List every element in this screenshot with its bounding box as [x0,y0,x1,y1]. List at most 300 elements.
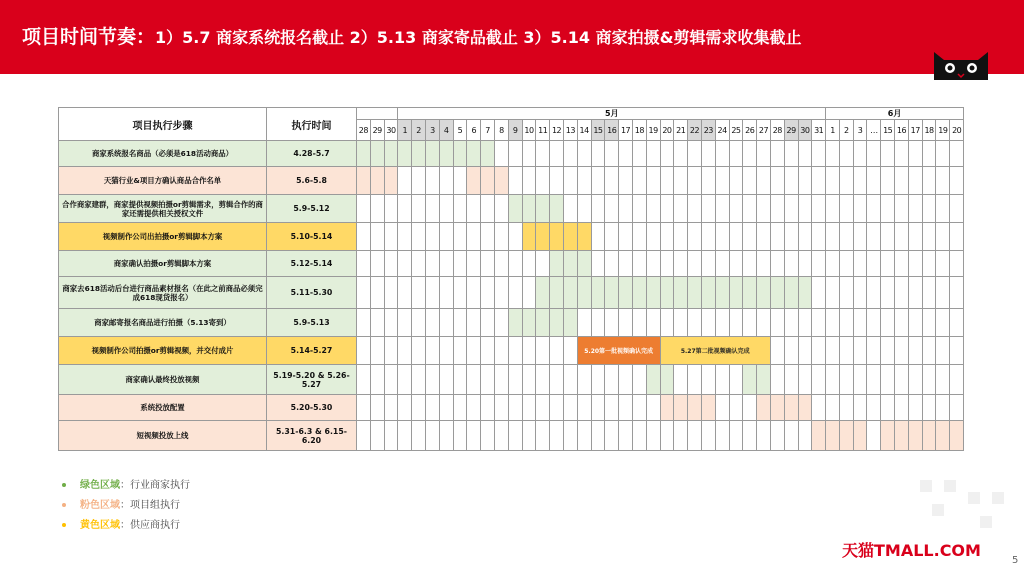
gantt-cell [743,309,757,337]
gantt-cell [453,167,467,195]
gantt-cell [425,195,439,223]
gantt-cell [784,167,798,195]
gantt-cell [826,195,840,223]
gantt-cell [632,395,646,421]
step-cell: 商家确认最终投放视频 [59,365,267,395]
gantt-cell [743,223,757,251]
gantt-cell [757,167,771,195]
day-header: 25 [729,120,743,141]
gantt-cell [412,337,426,365]
day-header: 23 [701,120,715,141]
gantt-cell [536,337,550,365]
gantt-cell [798,167,812,195]
gantt-cell [936,395,950,421]
gantt-cell [812,309,826,337]
step-cell: 系统投放配置 [59,395,267,421]
time-cell: 5.20-5.30 [267,395,357,421]
gantt-cell [357,337,371,365]
gantt-cell [881,141,895,167]
gantt-cell [494,365,508,395]
legend-desc: 行业商家执行 [130,480,190,491]
gantt-cell [619,195,633,223]
gantt-cell [370,167,384,195]
gantt-cell [605,395,619,421]
gantt-cell [632,167,646,195]
table-row [59,395,964,421]
gantt-cell [439,251,453,277]
gantt-cell [674,309,688,337]
gantt-cell [715,167,729,195]
gantt-cell [357,277,371,309]
time-cell: 5.6-5.8 [267,167,357,195]
gantt-cell [770,395,784,421]
gantt-cell [674,167,688,195]
gantt-cell [798,195,812,223]
gantt-cell [853,277,867,309]
gantt-cell [867,251,881,277]
gantt-cell [895,167,909,195]
gantt-cell [591,395,605,421]
gantt-cell [384,365,398,395]
table-row [59,309,964,337]
gantt-cell [701,223,715,251]
gantt-cell [632,141,646,167]
legend [62,476,190,536]
gantt-cell [646,309,660,337]
day-header: 14 [577,120,591,141]
gantt-cell [467,223,481,251]
gantt-cell [425,309,439,337]
gantt-cell [384,141,398,167]
gantt-cell [826,277,840,309]
gantt-cell [922,223,936,251]
gantt-cell [701,365,715,395]
gantt-cell [743,141,757,167]
gantt-cell [853,223,867,251]
gantt-cell [867,337,881,365]
gantt-cell [908,141,922,167]
gantt-cell [550,309,564,337]
gantt-cell [425,141,439,167]
legend-item: 粉色区域：项目组执行 [62,496,190,516]
legend-key: 绿色区域 [80,480,120,491]
gantt-cell [619,251,633,277]
gantt-cell [688,141,702,167]
gantt-cell [591,421,605,451]
gantt-cell [798,141,812,167]
gantt-cell [425,365,439,395]
gantt-cell [881,309,895,337]
gantt-cell [826,395,840,421]
gantt-cell [481,395,495,421]
note-second-batch: 5.27第二批视频确认完成 [660,337,770,365]
gantt-cell [867,167,881,195]
gantt-cell [357,365,371,395]
day-header: 15 [881,120,895,141]
gantt-cell [674,195,688,223]
gantt-cell [784,195,798,223]
gantt-cell [398,141,412,167]
gantt-cell [398,309,412,337]
gantt-cell [660,195,674,223]
gantt-cell [591,365,605,395]
gantt-cell [895,277,909,309]
time-cell: 5.9-5.13 [267,309,357,337]
table-row [59,421,964,451]
note-first-batch: 5.20第一批视频确认完成 [577,337,660,365]
gantt-cell [577,251,591,277]
day-header: 17 [619,120,633,141]
gantt-cell [660,251,674,277]
gantt-cell [729,167,743,195]
gantt-cell [357,309,371,337]
gantt-cell [481,167,495,195]
gantt-cell [577,195,591,223]
gantt-cell [605,141,619,167]
gantt-cell [881,223,895,251]
gantt-cell [494,167,508,195]
gantt-cell [439,167,453,195]
gantt-cell [357,395,371,421]
gantt-cell [757,195,771,223]
col-header-step: 项目执行步骤 [59,108,267,141]
gantt-cell [536,365,550,395]
gantt-cell [922,337,936,365]
gantt-cell [701,167,715,195]
day-header: 20 [950,120,964,141]
gantt-cell [632,421,646,451]
gantt-cell [853,251,867,277]
gantt-cell [536,195,550,223]
gantt-cell [950,141,964,167]
day-header: 2 [839,120,853,141]
gantt-cell [412,421,426,451]
gantt-cell [632,251,646,277]
gantt-cell [950,309,964,337]
gantt-cell [881,167,895,195]
gantt-cell [453,195,467,223]
gantt-cell [908,277,922,309]
gantt-cell [839,195,853,223]
gantt-cell [881,337,895,365]
gantt-cell [384,337,398,365]
gantt-cell [798,251,812,277]
gantt-cell [867,309,881,337]
day-header: 15 [591,120,605,141]
gantt-cell [867,365,881,395]
gantt-cell [398,421,412,451]
gantt-cell [412,223,426,251]
gantt-cell [591,195,605,223]
gantt-cell [646,167,660,195]
legend-desc: 项目组执行 [130,500,180,511]
gantt-cell [839,167,853,195]
gantt-cell [743,421,757,451]
gantt-cell [701,421,715,451]
gantt-cell [577,421,591,451]
gantt-cell [370,309,384,337]
gantt-cell [770,223,784,251]
gantt-cell [701,309,715,337]
gantt-cell [881,195,895,223]
gantt-cell [550,365,564,395]
gantt-cell [357,251,371,277]
gantt-cell [908,223,922,251]
gantt-cell [895,309,909,337]
gantt-cell [508,309,522,337]
gantt-cell [439,141,453,167]
step-cell: 视频制作公司拍摄or剪辑视频，并交付成片 [59,337,267,365]
gantt-cell [908,167,922,195]
gantt-cell [770,141,784,167]
gantt-cell [881,421,895,451]
day-header: 3 [425,120,439,141]
gantt-cell [895,141,909,167]
gantt-cell [439,223,453,251]
gantt-cell [770,309,784,337]
gantt-cell [922,195,936,223]
gantt-cell [867,141,881,167]
gantt-cell [839,337,853,365]
gantt-cell [398,167,412,195]
gantt-cell [412,277,426,309]
gantt-cell [715,395,729,421]
gantt-cell [895,365,909,395]
tmall-cat-logo [930,46,992,80]
gantt-cell [729,277,743,309]
gantt-cell [812,167,826,195]
gantt-cell [370,251,384,277]
day-header: 16 [605,120,619,141]
gantt-cell [853,365,867,395]
gantt-cell [895,195,909,223]
month-header-april [357,108,398,120]
gantt-cell [439,421,453,451]
gantt-cell [729,309,743,337]
legend-key: 黄色区域 [80,520,120,531]
gantt-cell [508,223,522,251]
gantt-cell [591,167,605,195]
gantt-cell [770,195,784,223]
gantt-cell [853,421,867,451]
gantt-cell [743,251,757,277]
gantt-cell [522,277,536,309]
table-row [59,251,964,277]
gantt-cell [481,141,495,167]
gantt-cell [550,141,564,167]
gantt-cell [577,309,591,337]
gantt-cell [922,141,936,167]
gantt-cell [826,309,840,337]
gantt-cell [494,141,508,167]
gantt-cell [370,277,384,309]
gantt-cell [357,167,371,195]
gantt-cell [536,395,550,421]
gantt-cell [508,337,522,365]
gantt-cell [784,141,798,167]
time-cell: 5.9-5.12 [267,195,357,223]
gantt-cell [563,251,577,277]
day-header: 29 [370,120,384,141]
gantt-cell [950,167,964,195]
gantt-cell [591,309,605,337]
gantt-cell [577,141,591,167]
gantt-cell [481,309,495,337]
gantt-cell [522,251,536,277]
gantt-cell [467,421,481,451]
gantt-cell [453,309,467,337]
gantt-cell [591,251,605,277]
gantt-cell [895,251,909,277]
gantt-cell [632,309,646,337]
gantt-cell [619,395,633,421]
gantt-cell [881,365,895,395]
gantt-cell [563,167,577,195]
gantt-cell [701,251,715,277]
day-header: 11 [536,120,550,141]
gantt-cell [536,421,550,451]
gantt-cell [439,277,453,309]
gantt-cell [619,223,633,251]
gantt-cell [550,421,564,451]
gantt-cell [867,195,881,223]
gantt-cell [605,309,619,337]
gantt-cell [439,195,453,223]
gantt-cell [370,337,384,365]
gantt-cell [853,309,867,337]
gantt-cell [839,309,853,337]
col-header-time: 执行时间 [267,108,357,141]
gantt-cell [522,395,536,421]
gantt-cell [770,365,784,395]
gantt-cell [494,251,508,277]
gantt-cell [895,223,909,251]
day-header: 5 [453,120,467,141]
gantt-cell [481,195,495,223]
legend-item: 黄色区域：供应商执行 [62,516,190,536]
gantt-cell [784,251,798,277]
gantt-cell [660,223,674,251]
gantt-cell [936,337,950,365]
day-header: 2 [412,120,426,141]
gantt-cell [550,195,564,223]
gantt-cell [936,167,950,195]
decorative-grid-pattern [910,470,1010,540]
gantt-cell [370,395,384,421]
gantt-cell [881,251,895,277]
gantt-cell [467,277,481,309]
page-title [22,22,802,49]
gantt-cell [646,195,660,223]
month-header-june: 6月 [826,108,964,120]
gantt-cell [508,395,522,421]
gantt-cell [467,251,481,277]
gantt-cell [632,277,646,309]
gantt-cell [674,251,688,277]
gantt-cell [743,277,757,309]
gantt-cell [522,141,536,167]
gantt-cell [729,223,743,251]
gantt-cell [908,421,922,451]
gantt-cell [453,277,467,309]
time-cell: 5.31-6.3 & 6.15-6.20 [267,421,357,451]
gantt-cell [826,141,840,167]
day-header: 10 [522,120,536,141]
gantt-cell [522,167,536,195]
gantt-cell [453,141,467,167]
table-row [59,223,964,251]
gantt-cell [536,141,550,167]
gantt-cell [467,167,481,195]
day-header: … [867,120,881,141]
step-cell: 短视频投放上线 [59,421,267,451]
day-header: 7 [481,120,495,141]
gantt-cell [660,141,674,167]
gantt-cell [757,365,771,395]
day-header: 19 [936,120,950,141]
gantt-cell [398,365,412,395]
gantt-cell [770,251,784,277]
gantt-cell [646,141,660,167]
gantt-cell [812,277,826,309]
gantt-cell [508,195,522,223]
gantt-cell [660,395,674,421]
gantt-cell [370,223,384,251]
gantt-cell [922,167,936,195]
gantt-cell [936,277,950,309]
gantt-cell [646,223,660,251]
day-header: 3 [853,120,867,141]
gantt-cell [591,277,605,309]
gantt-cell [660,421,674,451]
gantt-cell [370,195,384,223]
gantt-cell [577,395,591,421]
gantt-cell [384,195,398,223]
legend-desc: 供应商执行 [130,520,180,531]
gantt-cell [908,309,922,337]
bullet-icon [62,483,66,487]
gantt-cell [412,365,426,395]
day-header: 6 [467,120,481,141]
gantt-cell [467,195,481,223]
gantt-cell [494,195,508,223]
gantt-cell [398,223,412,251]
day-header: 22 [688,120,702,141]
gantt-cell [536,309,550,337]
gantt-cell [453,365,467,395]
gantt-cell [839,251,853,277]
gantt-cell [936,309,950,337]
gantt-cell [494,309,508,337]
gantt-cell [632,195,646,223]
gantt-cell [798,365,812,395]
gantt-cell [922,251,936,277]
gantt-cell [881,277,895,309]
gantt-cell [812,421,826,451]
gantt-cell [550,277,564,309]
gantt-cell [357,223,371,251]
gantt-cell [384,167,398,195]
gantt-cell [536,251,550,277]
gantt-cell [467,395,481,421]
gantt-cell [439,395,453,421]
day-header: 8 [494,120,508,141]
gantt-cell [550,223,564,251]
gantt-cell [784,421,798,451]
gantt-cell [715,223,729,251]
gantt-cell [950,395,964,421]
table-row [59,365,964,395]
